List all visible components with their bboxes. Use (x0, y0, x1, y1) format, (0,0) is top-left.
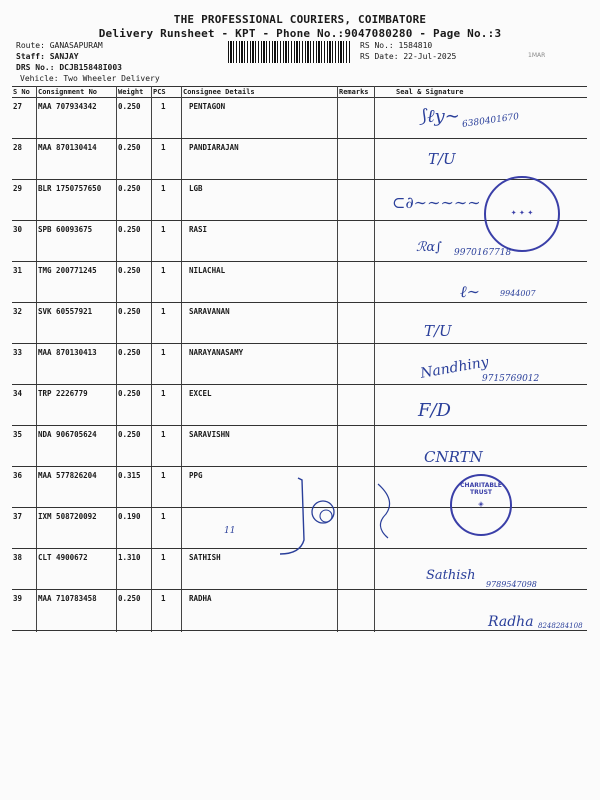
seal-stamp-29: ✦ ✦ ✦ (484, 176, 560, 252)
cell-sno: 31 (13, 266, 23, 275)
signature-29: ⊂∂∼∼∼∼∼ (392, 193, 481, 212)
cell-pcs: 1 (161, 348, 166, 357)
handwriting-39-phone: 8248284108 (538, 622, 583, 630)
cell-weight: 0.250 (118, 184, 141, 193)
handwriting-31: 9944007 (500, 289, 536, 298)
cell-consignee: SATHISH (189, 553, 221, 562)
cell-consignee: PENTAGON (189, 102, 226, 111)
cell-sno: 37 (13, 512, 23, 521)
cell-pcs: 1 (161, 184, 166, 193)
cell-sno: 39 (13, 594, 23, 603)
cell-sno: 29 (13, 184, 23, 193)
handwriting-38-name: Sathish (426, 568, 476, 583)
cell-weight: 0.250 (118, 389, 141, 398)
col-header-weight: Weight (118, 88, 144, 96)
rs-date: RS Date: 22-Jul-2025 (360, 52, 457, 61)
staff-label: Staff: SANJAY (16, 52, 79, 61)
cell-pcs: 1 (161, 102, 166, 111)
cell-pcs: 1 (161, 225, 166, 234)
handwriting-34: F/D (418, 400, 451, 421)
cell-consignment: TMG 200771245 (38, 266, 97, 275)
cell-consignee: RASI (189, 225, 208, 234)
cell-weight: 0.250 (118, 102, 141, 111)
table-row (12, 385, 587, 426)
table-row (12, 139, 587, 180)
cell-weight: 0.250 (118, 266, 141, 275)
handwriting-37-mark: 11 (224, 526, 236, 536)
cell-consignee: RADHA (189, 594, 212, 603)
cell-consignee: EXCEL (189, 389, 212, 398)
handwriting-38-phone: 9789547098 (486, 580, 537, 589)
cell-consignment: MAA 870130413 (38, 348, 97, 357)
cell-consignee: NILACHAL (189, 266, 226, 275)
cell-pcs: 1 (161, 307, 166, 316)
cell-sno: 32 (13, 307, 23, 316)
handwriting-30-phone: 9970167718 (454, 248, 512, 258)
cell-weight: 0.315 (118, 471, 141, 480)
cell-weight: 1.310 (118, 553, 141, 562)
cell-weight: 0.190 (118, 512, 141, 521)
cell-sno: 27 (13, 102, 23, 111)
company-title: THE PROFESSIONAL COURIERS, COIMBATORE (173, 13, 427, 26)
table-row (12, 426, 587, 467)
cell-consignee: LGB (189, 184, 203, 193)
cell-consignment: SVK 60557921 (38, 307, 93, 316)
cell-pcs: 1 (161, 389, 166, 398)
handwriting-33-name: Nandhiny (419, 354, 490, 382)
handwriting-28: T/U (428, 150, 456, 168)
table-row (12, 303, 587, 344)
route-label: Route: GANASAPURAM (16, 41, 103, 50)
cell-consignee: PPG (189, 471, 203, 480)
cell-weight: 0.250 (118, 348, 141, 357)
vehicle-label: Vehicle: Two Wheeler Delivery (20, 74, 160, 83)
cell-consignment: MAA 870130414 (38, 143, 97, 152)
cell-pcs: 1 (161, 553, 166, 562)
cell-consignee: NARAYANASAMY (189, 348, 244, 357)
cell-sno: 38 (13, 553, 23, 562)
runsheet-subtitle: Delivery Runsheet - KPT - Phone No.:9047080280 - Page No.:3 (98, 27, 502, 40)
handwriting-27-phone: 6380401670 (461, 112, 520, 130)
handwriting-32: T/U (424, 322, 452, 340)
cell-consignee: SARAVISHN (189, 430, 230, 439)
cell-sno: 30 (13, 225, 23, 234)
col-header-signature: Seal & Signature (396, 88, 464, 96)
corner-mark: 1MAR (528, 52, 546, 59)
cell-consignment: TRP 2226779 (38, 389, 88, 398)
scribble-36-37 (260, 470, 410, 560)
cell-pcs: 1 (161, 471, 166, 480)
handwriting-39-name: Radha (488, 614, 534, 630)
cell-sno: 35 (13, 430, 23, 439)
cell-consignment: NDA 906705624 (38, 430, 97, 439)
cell-sno: 36 (13, 471, 23, 480)
table-top-border (12, 86, 587, 87)
signature-30: ℛɑ∫ (416, 240, 442, 255)
cell-consignment: CLT 4900672 (38, 553, 88, 562)
cell-pcs: 1 (161, 512, 166, 521)
cell-sno: 34 (13, 389, 23, 398)
cell-weight: 0.250 (118, 430, 141, 439)
handwriting-33-phone: 9715769012 (482, 374, 540, 384)
row-divider (12, 630, 587, 631)
signature-31: ℓ∼ (460, 282, 481, 301)
cell-consignee: SARAVANAN (189, 307, 230, 316)
cell-consignment: MAA 710783458 (38, 594, 97, 603)
cell-weight: 0.250 (118, 225, 141, 234)
cell-weight: 0.250 (118, 143, 141, 152)
drs-label: DRS No.: DCJB15848I003 (16, 63, 122, 72)
cell-weight: 0.250 (118, 594, 141, 603)
col-header-pcs: PCS (153, 88, 166, 96)
cell-sno: 28 (13, 143, 23, 152)
cell-consignment: IXM 508720092 (38, 512, 97, 521)
cell-consignee: PANDIARAJAN (189, 143, 239, 152)
col-header-consignment: Consignment No (38, 88, 98, 96)
cell-consignment: SPB 60093675 (38, 225, 93, 234)
cell-pcs: 1 (161, 430, 166, 439)
cell-consignment: MAA 577826204 (38, 471, 97, 480)
cell-weight: 0.250 (118, 307, 141, 316)
rs-number: RS No.: 1584810 (360, 41, 433, 50)
col-header-sno: S No (13, 88, 30, 96)
cell-sno: 33 (13, 348, 23, 357)
seal-stamp-36: CHARITABLE TRUST ◈ (450, 474, 512, 536)
col-header-remarks: Remarks (339, 88, 369, 96)
barcode-image (228, 41, 350, 63)
cell-consignment: BLR 1750757650 (38, 184, 102, 193)
col-header-consignee: Consignee Details (183, 88, 255, 96)
cell-pcs: 1 (161, 143, 166, 152)
cell-pcs: 1 (161, 594, 166, 603)
cell-consignment: MAA 707934342 (38, 102, 97, 111)
handwriting-35: CNRTN (424, 448, 483, 466)
cell-pcs: 1 (161, 266, 166, 275)
signature-27: ⟆ℓy∼ (420, 106, 460, 127)
